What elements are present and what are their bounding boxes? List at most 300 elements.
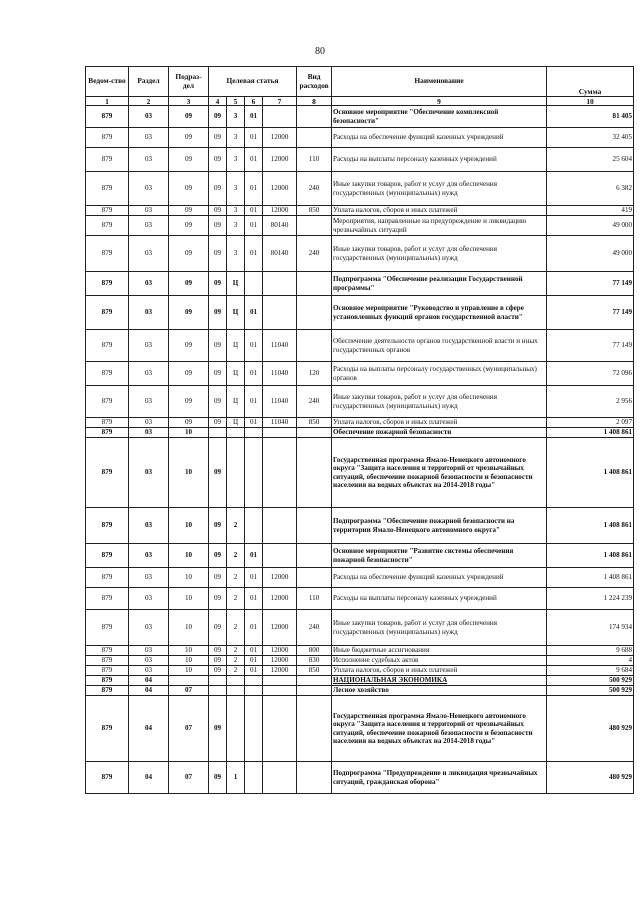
- cell-department: 879: [86, 508, 129, 544]
- cell-direction: [263, 296, 297, 330]
- cell-event: 01: [245, 106, 263, 128]
- cell-name: Уплата налогов, сборов и иных платежей: [332, 666, 547, 676]
- table-row: [86, 128, 634, 148]
- cell-amount: 6 382: [547, 172, 634, 206]
- cell-subprogram: [227, 676, 245, 686]
- table-row: [86, 544, 634, 568]
- cell-expense-type: 850: [297, 418, 332, 428]
- cell-section: 03: [129, 508, 169, 544]
- cell-amount: 1 408 861: [547, 438, 634, 508]
- cell-subsection: 07: [169, 762, 209, 794]
- cell-subsection: 10: [169, 568, 209, 588]
- column-number: 3: [169, 97, 209, 106]
- cell-subsection: 09: [169, 148, 209, 172]
- header-name: Наименование: [332, 67, 547, 97]
- cell-subsection: 09: [169, 386, 209, 418]
- cell-event: 01: [245, 610, 263, 646]
- cell-expense-type: [297, 544, 332, 568]
- cell-program: 09: [209, 610, 227, 646]
- cell-program: 09: [209, 438, 227, 508]
- cell-expense-type: 240: [297, 610, 332, 646]
- cell-program: 09: [209, 330, 227, 362]
- cell-department: 879: [86, 544, 129, 568]
- cell-event: [245, 428, 263, 438]
- cell-event: 01: [245, 386, 263, 418]
- cell-program: 09: [209, 172, 227, 206]
- cell-department: 879: [86, 172, 129, 206]
- cell-section: 03: [129, 148, 169, 172]
- cell-direction: 12000: [263, 646, 297, 656]
- table-row: [86, 330, 634, 362]
- cell-subsection: 09: [169, 206, 209, 216]
- cell-program: 09: [209, 762, 227, 794]
- cell-program: 09: [209, 696, 227, 762]
- cell-section: 03: [129, 236, 169, 272]
- cell-direction: 11040: [263, 362, 297, 386]
- cell-program: [209, 676, 227, 686]
- cell-event: [245, 762, 263, 794]
- cell-subprogram: 1: [227, 762, 245, 794]
- cell-subsection: 07: [169, 696, 209, 762]
- cell-name: Иные закупки товаров, работ и услуг для обеспечения государственных (муниципальных) нужд: [332, 172, 547, 206]
- cell-direction: [263, 676, 297, 686]
- cell-event: [245, 438, 263, 508]
- cell-section: 03: [129, 296, 169, 330]
- cell-section: 03: [129, 610, 169, 646]
- cell-subprogram: 2: [227, 656, 245, 666]
- cell-amount: 174 934: [547, 610, 634, 646]
- table-row: [86, 646, 634, 656]
- column-number: 6: [245, 97, 263, 106]
- cell-section: 03: [129, 568, 169, 588]
- cell-direction: [263, 762, 297, 794]
- cell-subprogram: Ц: [227, 296, 245, 330]
- cell-expense-type: [297, 676, 332, 686]
- cell-department: 879: [86, 588, 129, 610]
- cell-subprogram: Ц: [227, 418, 245, 428]
- cell-name: Уплата налогов, сборов и иных платежей: [332, 206, 547, 216]
- cell-amount: 500 929: [547, 686, 634, 696]
- cell-direction: 12000: [263, 656, 297, 666]
- cell-program: 09: [209, 386, 227, 418]
- cell-subprogram: 2: [227, 666, 245, 676]
- cell-direction: [263, 428, 297, 438]
- cell-section: 03: [129, 588, 169, 610]
- column-number: 5: [227, 97, 245, 106]
- cell-event: [245, 686, 263, 696]
- table-body: [86, 106, 634, 794]
- cell-subsection: 10: [169, 428, 209, 438]
- cell-subprogram: [227, 696, 245, 762]
- cell-program: 09: [209, 296, 227, 330]
- cell-amount: 1 408 861: [547, 544, 634, 568]
- cell-subprogram: Ц: [227, 362, 245, 386]
- cell-amount: 2 097: [547, 418, 634, 428]
- cell-department: 879: [86, 128, 129, 148]
- table-row: [86, 272, 634, 296]
- cell-subsection: 07: [169, 686, 209, 696]
- cell-program: 09: [209, 588, 227, 610]
- cell-amount: 49 000: [547, 216, 634, 236]
- cell-subsection: 09: [169, 362, 209, 386]
- cell-program: 09: [209, 236, 227, 272]
- cell-event: 01: [245, 236, 263, 272]
- cell-subprogram: 2: [227, 568, 245, 588]
- cell-subsection: 10: [169, 666, 209, 676]
- cell-amount: 72 096: [547, 362, 634, 386]
- cell-expense-type: [297, 696, 332, 762]
- cell-event: 01: [245, 216, 263, 236]
- cell-subprogram: 3: [227, 148, 245, 172]
- cell-name: Подпрограмма "Предупреждение и ликвидация чрезвычайных ситуаций, гражданская оборона": [332, 762, 547, 794]
- cell-event: 01: [245, 568, 263, 588]
- cell-direction: 12000: [263, 172, 297, 206]
- cell-event: 01: [245, 206, 263, 216]
- cell-expense-type: [297, 428, 332, 438]
- cell-amount: 419: [547, 206, 634, 216]
- cell-name: Расходы на обеспечение функций казенных учреждений: [332, 128, 547, 148]
- cell-name: Иные закупки товаров, работ и услуг для обеспечения государственных (муниципальных) нужд: [332, 610, 547, 646]
- cell-amount: 2 956: [547, 386, 634, 418]
- cell-program: 09: [209, 646, 227, 656]
- cell-section: 04: [129, 676, 169, 686]
- cell-department: 879: [86, 296, 129, 330]
- cell-amount: 32 405: [547, 128, 634, 148]
- cell-amount: 9 688: [547, 646, 634, 656]
- cell-amount: 1 224 239: [547, 588, 634, 610]
- cell-expense-type: 110: [297, 588, 332, 610]
- cell-direction: [263, 696, 297, 762]
- table-header-row: [86, 67, 634, 97]
- cell-name: Обеспечение деятельности органов государственной власти и иных государственных органов: [332, 330, 547, 362]
- cell-subsection: 09: [169, 418, 209, 428]
- cell-subprogram: 2: [227, 588, 245, 610]
- cell-department: 879: [86, 666, 129, 676]
- cell-expense-type: [297, 568, 332, 588]
- cell-section: 03: [129, 428, 169, 438]
- cell-department: 879: [86, 418, 129, 428]
- cell-subprogram: 3: [227, 206, 245, 216]
- cell-direction: 12000: [263, 588, 297, 610]
- cell-expense-type: 110: [297, 148, 332, 172]
- budget-table: [85, 66, 634, 794]
- cell-amount: 9 684: [547, 666, 634, 676]
- cell-direction: [263, 686, 297, 696]
- cell-department: 879: [86, 330, 129, 362]
- cell-program: 09: [209, 568, 227, 588]
- cell-name: Расходы на выплаты персоналу казенных учреждений: [332, 148, 547, 172]
- cell-direction: 12000: [263, 666, 297, 676]
- cell-subsection: 09: [169, 216, 209, 236]
- cell-event: 01: [245, 296, 263, 330]
- cell-expense-type: 850: [297, 666, 332, 676]
- cell-event: 01: [245, 128, 263, 148]
- cell-department: 879: [86, 696, 129, 762]
- cell-direction: 12000: [263, 610, 297, 646]
- cell-name: Подпрограмма "Обеспечение пожарной безопасности на территории Ямало-Ненецкого автономного округа": [332, 508, 547, 544]
- cell-expense-type: [297, 330, 332, 362]
- table-row: [86, 148, 634, 172]
- cell-subprogram: [227, 686, 245, 696]
- cell-program: 09: [209, 106, 227, 128]
- cell-department: 879: [86, 762, 129, 794]
- cell-program: 09: [209, 148, 227, 172]
- cell-expense-type: 830: [297, 656, 332, 666]
- table-row: [86, 206, 634, 216]
- cell-direction: [263, 438, 297, 508]
- cell-subsection: 09: [169, 236, 209, 272]
- cell-department: 879: [86, 236, 129, 272]
- cell-section: 03: [129, 666, 169, 676]
- table-row: [86, 568, 634, 588]
- cell-name: Основное мероприятие "Развитие системы обеспечения пожарной безопасности": [332, 544, 547, 568]
- cell-subprogram: [227, 438, 245, 508]
- cell-section: 03: [129, 386, 169, 418]
- table-row: [86, 656, 634, 666]
- column-number: 9: [332, 97, 547, 106]
- cell-expense-type: 240: [297, 386, 332, 418]
- cell-subprogram: 3: [227, 128, 245, 148]
- cell-name: Мероприятия, направленные на предупреждение и ликвидацию чрезвычайных ситуаций: [332, 216, 547, 236]
- cell-department: 879: [86, 106, 129, 128]
- cell-name: Иные закупки товаров, работ и услуг для обеспечения государственных (муниципальных) нужд: [332, 236, 547, 272]
- cell-subsection: 09: [169, 272, 209, 296]
- cell-event: [245, 508, 263, 544]
- cell-direction: 80140: [263, 236, 297, 272]
- cell-subprogram: 2: [227, 508, 245, 544]
- cell-amount: 480 929: [547, 696, 634, 762]
- cell-amount: 77 149: [547, 296, 634, 330]
- cell-direction: 11040: [263, 418, 297, 428]
- cell-department: 879: [86, 362, 129, 386]
- cell-subsection: 09: [169, 330, 209, 362]
- cell-department: 879: [86, 206, 129, 216]
- cell-name: Обеспечение пожарной безопасности: [332, 428, 547, 438]
- cell-event: [245, 676, 263, 686]
- cell-amount: 500 929: [547, 676, 634, 686]
- cell-department: 879: [86, 676, 129, 686]
- cell-section: 03: [129, 418, 169, 428]
- cell-department: 879: [86, 386, 129, 418]
- cell-subsection: 10: [169, 438, 209, 508]
- cell-department: 879: [86, 438, 129, 508]
- cell-section: 03: [129, 272, 169, 296]
- header-expense-type: Вид расходов: [297, 67, 332, 97]
- cell-event: 01: [245, 148, 263, 172]
- table-row: [86, 696, 634, 762]
- cell-event: 01: [245, 588, 263, 610]
- cell-department: 879: [86, 656, 129, 666]
- cell-department: 879: [86, 686, 129, 696]
- table-row: [86, 172, 634, 206]
- cell-department: 879: [86, 646, 129, 656]
- cell-direction: 12000: [263, 148, 297, 172]
- column-number: 2: [129, 97, 169, 106]
- cell-direction: [263, 544, 297, 568]
- cell-program: 09: [209, 128, 227, 148]
- cell-name: Основное мероприятие "Руководство и управление в сфере установленных функций органов государственной власти": [332, 296, 547, 330]
- cell-section: 03: [129, 656, 169, 666]
- cell-section: 03: [129, 172, 169, 206]
- cell-expense-type: 120: [297, 362, 332, 386]
- column-number-row: [86, 97, 634, 106]
- header-amount: Сумма: [547, 67, 634, 97]
- table-row: [86, 676, 634, 686]
- cell-subprogram: 3: [227, 236, 245, 272]
- cell-expense-type: [297, 216, 332, 236]
- cell-name: Подпрограмма "Обеспечение реализации Государственной программы": [332, 272, 547, 296]
- cell-amount: 77 149: [547, 272, 634, 296]
- cell-section: 03: [129, 646, 169, 656]
- cell-subsection: 09: [169, 106, 209, 128]
- cell-amount: 4: [547, 656, 634, 666]
- cell-name: Основное мероприятие "Обеспечение комплексной безопасности": [332, 106, 547, 128]
- cell-program: [209, 428, 227, 438]
- cell-name: НАЦИОНАЛЬНАЯ ЭКОНОМИКА: [332, 676, 547, 686]
- cell-amount: 25 604: [547, 148, 634, 172]
- cell-subsection: 09: [169, 172, 209, 206]
- cell-event: [245, 696, 263, 762]
- cell-subprogram: 3: [227, 172, 245, 206]
- cell-expense-type: [297, 128, 332, 148]
- table-row: [86, 666, 634, 676]
- cell-program: 09: [209, 362, 227, 386]
- cell-direction: 80140: [263, 216, 297, 236]
- cell-department: 879: [86, 428, 129, 438]
- table-row: [86, 418, 634, 428]
- cell-name: Государственная программа Ямало-Ненецкого автономного округа "Защита населения и территорий от чрезвычайных ситуаций, обеспечение пожарной безопасности и безопасности населения на водных объектах на 2014-2018 годы": [332, 696, 547, 762]
- table-row: [86, 386, 634, 418]
- cell-department: 879: [86, 148, 129, 172]
- cell-amount: 1 408 861: [547, 428, 634, 438]
- cell-event: 01: [245, 544, 263, 568]
- cell-section: 03: [129, 106, 169, 128]
- cell-amount: 49 000: [547, 236, 634, 272]
- cell-program: 09: [209, 206, 227, 216]
- cell-program: 09: [209, 272, 227, 296]
- cell-expense-type: 800: [297, 646, 332, 656]
- header-department: Ведом-ство: [86, 67, 129, 97]
- cell-department: 879: [86, 610, 129, 646]
- table-row: [86, 236, 634, 272]
- header-section: Раздел: [129, 67, 169, 97]
- cell-section: 03: [129, 362, 169, 386]
- cell-name: Расходы на выплаты персоналу казенных учреждений: [332, 588, 547, 610]
- cell-program: 09: [209, 666, 227, 676]
- table-row: [86, 438, 634, 508]
- table-row: [86, 508, 634, 544]
- table-row: [86, 216, 634, 236]
- cell-subsection: [169, 676, 209, 686]
- cell-subsection: 09: [169, 296, 209, 330]
- cell-section: 04: [129, 686, 169, 696]
- table-row: [86, 686, 634, 696]
- cell-subprogram: Ц: [227, 330, 245, 362]
- cell-subsection: 10: [169, 610, 209, 646]
- table-row: [86, 296, 634, 330]
- cell-program: [209, 686, 227, 696]
- cell-direction: 11040: [263, 386, 297, 418]
- header-subsection: Подраз-дел: [169, 67, 209, 97]
- column-number: 4: [209, 97, 227, 106]
- header-target: Целевая статья: [209, 67, 297, 97]
- cell-amount: 480 929: [547, 762, 634, 794]
- cell-expense-type: [297, 272, 332, 296]
- cell-program: 09: [209, 418, 227, 428]
- cell-name: Исполнение судебных актов: [332, 656, 547, 666]
- cell-expense-type: 240: [297, 236, 332, 272]
- page-number: 80: [315, 46, 325, 57]
- column-number: 8: [297, 97, 332, 106]
- cell-name: Расходы на обеспечение функций казенных учреждений: [332, 568, 547, 588]
- cell-section: 03: [129, 330, 169, 362]
- cell-subprogram: Ц: [227, 272, 245, 296]
- cell-direction: 12000: [263, 568, 297, 588]
- cell-name: Лесное хозяйство: [332, 686, 547, 696]
- cell-subprogram: 2: [227, 610, 245, 646]
- cell-subsection: 10: [169, 646, 209, 656]
- cell-program: 09: [209, 544, 227, 568]
- table-row: [86, 428, 634, 438]
- cell-section: 03: [129, 128, 169, 148]
- table-row: [86, 588, 634, 610]
- cell-expense-type: [297, 762, 332, 794]
- cell-subsection: 10: [169, 656, 209, 666]
- cell-amount: 81 405: [547, 106, 634, 128]
- cell-event: 01: [245, 362, 263, 386]
- cell-department: 879: [86, 272, 129, 296]
- cell-amount: 77 149: [547, 330, 634, 362]
- cell-section: 04: [129, 762, 169, 794]
- cell-direction: 12000: [263, 128, 297, 148]
- cell-event: 01: [245, 656, 263, 666]
- cell-section: 03: [129, 206, 169, 216]
- cell-event: 01: [245, 666, 263, 676]
- cell-direction: [263, 272, 297, 296]
- cell-department: 879: [86, 568, 129, 588]
- cell-name: Уплата налогов, сборов и иных платежей: [332, 418, 547, 428]
- cell-subsection: 10: [169, 588, 209, 610]
- cell-direction: [263, 106, 297, 128]
- column-number: 7: [263, 97, 297, 106]
- cell-event: 01: [245, 330, 263, 362]
- cell-event: 01: [245, 418, 263, 428]
- cell-expense-type: [297, 106, 332, 128]
- cell-event: 01: [245, 172, 263, 206]
- cell-program: 09: [209, 656, 227, 666]
- cell-subprogram: 2: [227, 646, 245, 656]
- cell-direction: 11040: [263, 330, 297, 362]
- cell-subprogram: [227, 428, 245, 438]
- column-number: 1: [86, 97, 129, 106]
- cell-section: 03: [129, 216, 169, 236]
- cell-section: 03: [129, 544, 169, 568]
- cell-program: 09: [209, 216, 227, 236]
- cell-section: 04: [129, 696, 169, 762]
- cell-name: Расходы на выплаты персоналу государственных (муниципальных) органов: [332, 362, 547, 386]
- cell-expense-type: 850: [297, 206, 332, 216]
- cell-name: Иные бюджетные ассигнования: [332, 646, 547, 656]
- cell-subsection: 10: [169, 508, 209, 544]
- cell-amount: 1 408 861: [547, 508, 634, 544]
- cell-program: 09: [209, 508, 227, 544]
- cell-name: Иные закупки товаров, работ и услуг для обеспечения государственных (муниципальных) нужд: [332, 386, 547, 418]
- table-row: [86, 610, 634, 646]
- column-number: 10: [547, 97, 634, 106]
- cell-subprogram: Ц: [227, 386, 245, 418]
- cell-direction: [263, 508, 297, 544]
- cell-subprogram: 3: [227, 216, 245, 236]
